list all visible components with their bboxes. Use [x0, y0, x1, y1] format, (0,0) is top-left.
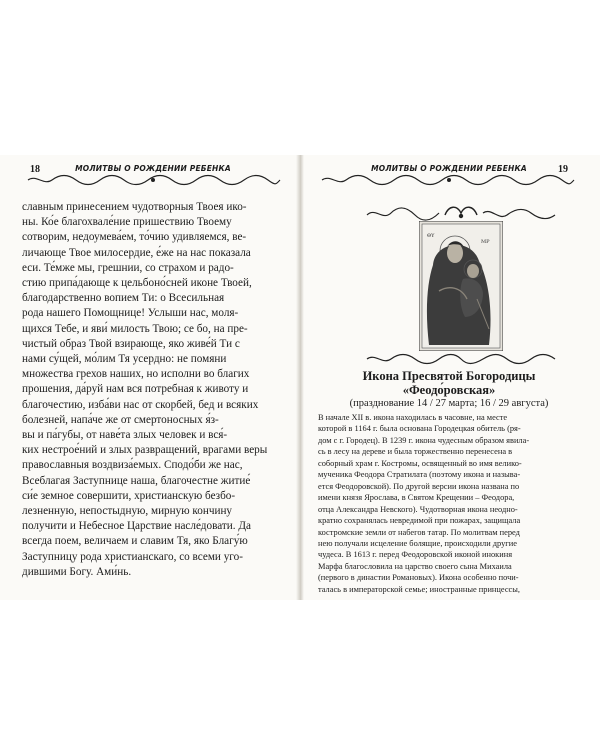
text-line: благодарственно вопием Ти: о Всесильная — [22, 292, 225, 305]
text-line: ны. Ко́е благохвале́ние пришествию Твоему — [22, 216, 232, 229]
text-line: стию припа́дающе к цельбоно́сней иконе Твоей, — [22, 277, 252, 290]
text-line: В начале XII в. икона находилась в часовне, на месте — [318, 413, 508, 422]
right-page — [318, 160, 580, 594]
text-line: получити и Небесное Царствие насле́довати. Да — [22, 520, 251, 533]
left-page-body — [22, 200, 284, 580]
text-line: рода нашего Помощнице! Услыши нас, моля- — [22, 307, 239, 320]
text-line: ется Феодоровской). По другой версии икона названа по — [318, 481, 520, 491]
text-line: сь в лесу на дереве и была торжественно перенесена в — [318, 447, 513, 457]
icon-top-ornament — [363, 205, 559, 221]
icon-bottom-ornament — [363, 353, 559, 365]
text-line: вы и па́губы, от наве́та злых человек и вся́- — [22, 429, 228, 442]
text-line: соборный храм г. Костромы, освященный во имя велико- — [318, 458, 522, 468]
text-line: дившими Богу. Ами́нь. — [22, 565, 132, 578]
text-line: сотворим, недоумева́ем, то́чию удивляемся, ве- — [22, 231, 247, 244]
text-line: мученика Феодора Стратилата (поэтому икона и называ- — [318, 470, 521, 480]
left-page-header — [22, 160, 284, 180]
book-gutter — [296, 155, 304, 600]
text-line: чистый образ Твой взирающе, яко живе́й Ти с — [22, 337, 240, 350]
svg-text:ΘΥ: ΘΥ — [427, 233, 435, 239]
text-line: щихся Тебе, и яви́ милость Твою; се бо, на пре- — [22, 322, 248, 335]
feast-dates: (празднование 14 / 27 марта; 16 / 29 августа) — [349, 398, 549, 409]
text-line: лезненную, непостыдную, мирную кончину — [22, 505, 233, 518]
text-line: множества грехов наших, но исполни во благих — [22, 368, 250, 381]
text-line: православныя воздвиза́емых. Сподо́би же нас, — [22, 459, 243, 472]
left-header-ornament — [22, 174, 284, 186]
icon-illustration-frame — [363, 205, 559, 365]
text-line: еси. Те́мже мы, грешнии, со страхом и радо- — [22, 261, 234, 274]
left-running-title: МОЛИТВЫ О РОЖДЕНИИ РЕБЕНКА — [75, 164, 231, 173]
text-line: костромские земли от набегов татар. По молитвам перед — [318, 527, 520, 537]
feodorovskaya-icon-image — [419, 221, 503, 351]
text-line: (первого в династии Романовых). Икона особенно почи- — [318, 573, 519, 583]
left-page-number: 18 — [30, 164, 40, 175]
text-line: Всеблагая Заступнице наша, благочестне житие́ — [22, 474, 251, 487]
text-line: личающе Твое милосердие, е́же на нас показала — [22, 246, 251, 259]
text-line: имени князя Ярослава, в Святом Крещении – Феодора, — [318, 493, 515, 503]
text-line: благочестию, изба́ви нас от скорбей, бед и всяких — [22, 398, 259, 411]
text-line: Заступницу рода христианскаго, со всеми уго- — [22, 550, 243, 563]
icon-title: Икона Пресвятой Богородицы — [362, 369, 536, 383]
text-line: Марфа благословила на царство своего сына Михаила — [318, 561, 512, 571]
right-header-ornament — [318, 174, 580, 186]
right-page-body — [318, 412, 580, 595]
text-line: си́е земное совершити, христианскую безбо- — [22, 489, 236, 502]
text-line: нами су́щей, мо́лим Тя усердно: не помяни — [22, 353, 227, 366]
text-line: ких нестрое́ний и злых развращений, врагами веры — [22, 444, 268, 457]
text-line: отца Александра Невского). Чудотворная икона неодно- — [318, 504, 518, 514]
text-line: славным принесением чудотворныя Твоея ико- — [22, 201, 247, 213]
text-line: всегда поем, величаем и славим Тя, яко Благу́ю — [22, 535, 248, 548]
text-line: кратно сохранялась невредимой при пожарах, защищала — [318, 516, 521, 526]
right-running-title: МОЛИТВЫ О РОЖДЕНИИ РЕБЕНКА — [371, 164, 527, 173]
icon-name: «Феодо́ровская» — [402, 383, 496, 397]
right-page-number: 19 — [558, 164, 568, 175]
svg-text:ΜΡ: ΜΡ — [481, 239, 490, 245]
text-line: болезней, напа́че же от смертоносных я́з- — [22, 413, 219, 426]
text-line: нею получали исцеление болящие, происходили другие — [318, 538, 517, 548]
right-page-header — [318, 160, 580, 180]
text-line: талась в императорской семье; иностранные принцессы, — [318, 584, 520, 594]
left-page — [22, 160, 284, 590]
text-line: дом с г. Городец). В 1239 г. икона чудесным образом явила- — [318, 435, 530, 445]
text-line: прошения, да́руй нам вся потребная к животу и — [22, 383, 249, 396]
text-line: которой в 1164 г. была основана Городецкая обитель (ря- — [318, 424, 521, 434]
text-line: чудеса. В 1613 г. перед Феодоровской иконой инокиня — [318, 550, 513, 560]
